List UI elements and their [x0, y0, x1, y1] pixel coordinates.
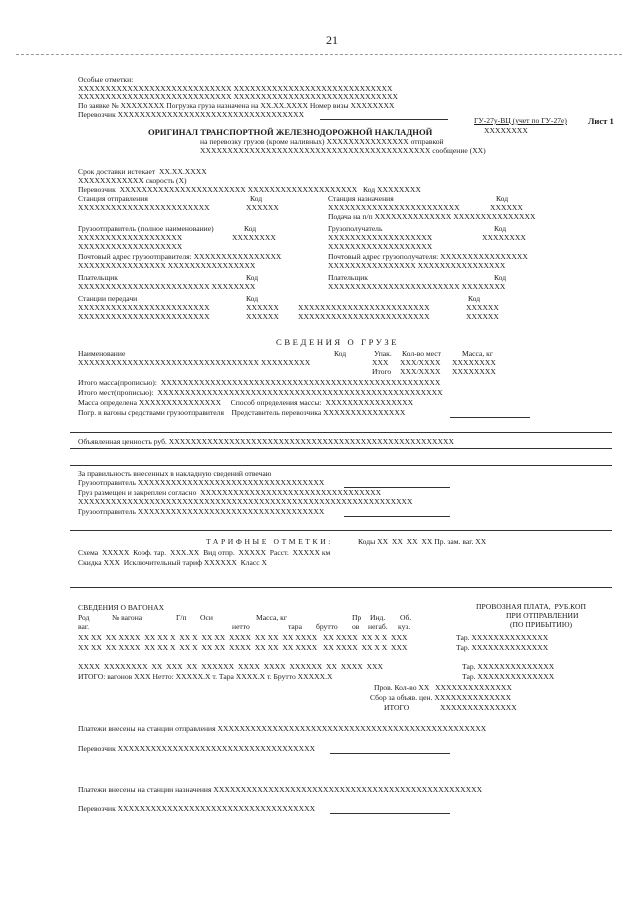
feed-point: Подача на п/п XXXXXXXXXXXXXX XXXXXXXXXXXXXXX	[328, 212, 536, 221]
waybill-title: ОРИГИНАЛ ТРАНСПОРТНОЙ ЖЕЛЕЗНОДОРОЖНОЙ НАКЛАДНОЙ	[148, 127, 433, 137]
carrier-line: Перевозчик XXXXXXXXXXXXXXXXXXXXXXXXXXXXXXXXXX	[78, 110, 305, 119]
cargo-count: XXX/XXXX	[400, 358, 441, 367]
sheet-number: Лист 1	[588, 116, 614, 126]
wagon-row-2: XX XX XX XXXX XX XX X XX X XX XX XXXX XX XX XX XXXX XX XXXX XX X X XXX	[78, 643, 408, 652]
cargo-section-title: СВЕДЕНИЯ О ГРУЗЕ	[276, 337, 400, 347]
payer-code-label: Код	[246, 273, 259, 282]
tariff-title: ТАРИФНЫЕ ОТМЕТКИ:	[206, 537, 334, 546]
responsibility-line-4: XXXXXXXXXXXXXXXXXXXXXXXXXXXXXXXXXXXXXXXXXXXXXXXXXXXXXXXXXXXXX	[78, 497, 413, 506]
declared-value: Объявленная ценность руб. XXXXXXXXXXXXXXXXXXXXXXXXXXXXXXXXXXXXXXXXXXXXXXXXXXXX	[78, 437, 454, 446]
payer-label: Плательщик	[78, 273, 118, 282]
consignee-label: Грузополучатель	[328, 224, 383, 233]
loaded-by: Погр. в вагоны средствами грузоотправителя Представитель перевозчика XXXXXXXXXXXXXXX	[78, 408, 406, 417]
col-wagon-number: № вагона	[112, 613, 143, 622]
consignee-name-1: XXXXXXXXXXXXXXXXXXX	[328, 233, 433, 242]
col-capacity: Г/п	[176, 613, 187, 622]
col-mass: Масса, кг	[256, 613, 287, 622]
consignee-address-2: XXXXXXXXXXXXXXXX XXXXXXXXXXXXXXXX	[328, 261, 506, 270]
col-pr: Пр	[352, 613, 362, 622]
handover-code-label: Код	[246, 294, 259, 303]
col-pr-2: ов	[352, 622, 360, 631]
destination-payments: Платежи внесены на станции назначения XXXXXXXXXXXXXXXXXXXXXXXXXXXXXXXXXXXXXXXXXXXXXXXXX	[78, 785, 483, 794]
col-kind: Род	[78, 613, 90, 622]
payer-value: XXXXXXXXXXXXXXXXXXXXXXXX XXXXXXXX	[78, 282, 256, 291]
col-net: нетто	[232, 622, 250, 631]
departure-carrier-signature-line	[330, 753, 450, 754]
form-code: ГУ-27у-ВЦ (учет по ГУ-27е)	[474, 116, 567, 125]
cargo-code-label: Код	[334, 349, 347, 358]
shipper-code-label: Код	[244, 224, 257, 233]
cargo-mass-label: Масса, кг	[462, 349, 493, 358]
special-marks-label: Особые отметки:	[78, 75, 134, 84]
shipper-signature-line-2	[344, 516, 450, 517]
delivery-deadline: Срок доставки истекает XX.XX.XXXX	[78, 167, 207, 176]
departure-station-label: Станция отправления	[78, 194, 148, 203]
wagons-title: СВЕДЕНИЯ О ВАГОНАХ	[78, 603, 165, 612]
handover-station-3: XXXXXXXXXXXXXXXXXXXXXXXX	[298, 303, 430, 312]
representative-signature-line	[450, 417, 530, 418]
col-kind-2: ваг.	[78, 622, 90, 631]
handover-label: Станции передачи	[78, 294, 138, 303]
departure-station: XXXXXXXXXXXXXXXXXXXXXXXX	[78, 203, 210, 212]
fee-title: ПРОВОЗНАЯ ПЛАТА, РУБ.КОП	[476, 602, 586, 611]
scan-top-edge	[16, 54, 622, 55]
cargo-pack: XXX	[372, 358, 389, 367]
shipper-name-1: XXXXXXXXXXXXXXXXXXX	[78, 233, 183, 242]
cargo-total-mass: XXXXXXXX	[452, 367, 496, 376]
handover-code-2: XXXXXX	[246, 312, 279, 321]
wagon-row-3: XXXX XXXXXXXX XX XXX XX XXXXXX XXXX XXXX XXXXXX XX XXXX XXX	[78, 662, 383, 671]
handover-station-2: XXXXXXXXXXXXXXXXXXXXXXXX	[78, 312, 210, 321]
col-body-2: куз.	[398, 622, 411, 631]
responsibility-line-5: Грузоотправитель XXXXXXXXXXXXXXXXXXXXXXXXXXXXXXXXXX	[78, 507, 325, 516]
wagons-total: ИТОГО: вагонов XXX Нетто: XXXXX.X т. Тара XXXX.X т. Брутто XXXXX.X	[78, 672, 333, 681]
other-fees: Пров. Кол-во XX XXXXXXXXXXXXXX	[374, 683, 512, 692]
grand-total-value: XXXXXXXXXXXXXX	[440, 703, 517, 712]
special-marks-line2: XXXXXXXXXXXXXXXXXXXXXXXXXXXX XXXXXXXXXXXXXXXXXXXXXXXXXXXXXX	[78, 92, 398, 101]
destination-carrier-signature-line	[330, 813, 450, 814]
wagon-row-1: XX XX XX XXXX XX XX X XX X XX XX XXXX XX XX XX XXXX XX XXXX XX X X XXX	[78, 633, 408, 642]
grand-total-label: ИТОГО	[384, 703, 410, 712]
cargo-total-count: XXX/XXXX	[400, 367, 441, 376]
shipper-address-2: XXXXXXXXXXXXXXXX XXXXXXXXXXXXXXXX	[78, 261, 256, 270]
departure-code: XXXXXX	[246, 203, 279, 212]
departure-carrier: Перевозчик XXXXXXXXXXXXXXXXXXXXXXXXXXXXXXXXXXXX	[78, 744, 316, 753]
departure-code-label: Код	[250, 194, 263, 203]
total-places-words: Итого мест(прописью): XXXXXXXXXXXXXXXXXXXXXXXXXXXXXXXXXXXXXXXXXXXXXXXXXXXX	[78, 388, 443, 397]
col-gross: брутто	[316, 622, 338, 631]
handover-station-1: XXXXXXXXXXXXXXXXXXXXXXXX	[78, 303, 210, 312]
departure-payments: Платежи внесены на станции отправления XXXXXXXXXXXXXXXXXXXXXXXXXXXXXXXXXXXXXXXXXXXXXXXXX	[78, 724, 487, 733]
cargo-total-label: Итого	[372, 367, 392, 376]
responsibility-line-1: За правильность внесенных в накладную сведений отвечаю	[78, 469, 272, 478]
wagon-fee-4: Тар. XXXXXXXXXXXXXX	[462, 672, 555, 681]
destination-carrier: Перевозчик XXXXXXXXXXXXXXXXXXXXXXXXXXXXXXXXXXXX	[78, 804, 316, 813]
speed: XXXXXXXXXXXX скорость (X)	[78, 176, 187, 185]
divider	[70, 465, 612, 466]
carrier: Перевозчик XXXXXXXXXXXXXXXXXXXXXXX XXXXXXXXXXXXXXXXXXXX Код XXXXXXXX	[78, 185, 421, 194]
consignee-code-label: Код	[494, 224, 507, 233]
cargo-name: XXXXXXXXXXXXXXXXXXXXXXXXXXXXXXXXX XXXXXXXXX	[78, 358, 311, 367]
destination-station: XXXXXXXXXXXXXXXXXXXXXXXX	[328, 203, 460, 212]
divider	[70, 530, 612, 531]
page-number: 21	[326, 33, 338, 47]
shipper-name-2: XXXXXXXXXXXXXXXXXXX	[78, 242, 183, 251]
divider	[70, 587, 612, 588]
tariff-scheme: Схема XXXXX Коэф. тар. XXX.XX Вид отпр. XXXXX Расст. XXXXX км	[78, 548, 331, 557]
payer2-code-label: Код	[494, 273, 507, 282]
col-index: Инд.	[370, 613, 386, 622]
destination-code: XXXXXX	[490, 203, 523, 212]
destination-station-label: Станция назначения	[328, 194, 394, 203]
consignee-address: Почтовый адрес грузополучателя: XXXXXXXXXXXXXXXX	[328, 252, 528, 261]
consignee-name-2: XXXXXXXXXXXXXXXXXXX	[328, 242, 433, 251]
handover-station-4: XXXXXXXXXXXXXXXXXXXXXXXX	[298, 312, 430, 321]
responsibility-line-2: Грузоотправитель XXXXXXXXXXXXXXXXXXXXXXXXXXXXXXXXXX	[78, 478, 325, 487]
wagon-fee-3: Тар. XXXXXXXXXXXXXX	[462, 662, 555, 671]
payer2-label: Плательщик	[328, 273, 368, 282]
fee-arrival: (ПО ПРИБЫТИЮ)	[510, 620, 573, 629]
col-axles: Оси	[200, 613, 213, 622]
waybill-number: XXXXXXXX	[484, 126, 528, 135]
col-index-2: негаб.	[368, 622, 388, 631]
waybill-subtitle-1: на перевозку грузов (кроме наливных) XXXXXXXXXXXXXXX отправкой	[200, 137, 444, 146]
handover-code-3: XXXXXX	[466, 303, 499, 312]
waybill-subtitle-2: XXXXXXXXXXXXXXXXXXXXXXXXXXXXXXXXXXXXXXXXXX сообщение (XX)	[200, 146, 486, 155]
handover-code-1: XXXXXX	[246, 303, 279, 312]
cargo-mass: XXXXXXXX	[452, 358, 496, 367]
handover-code-label-2: Код	[468, 294, 481, 303]
tariff-codes: Коды XX XX XX XX Пр. зам. ваг. XX	[358, 537, 487, 546]
wagon-fee-2: Тар. XXXXXXXXXXXXXX	[456, 643, 549, 652]
handover-code-4: XXXXXX	[466, 312, 499, 321]
mass-method: Масса определена XXXXXXXXXXXXXXX Способ определения массы: XXXXXXXXXXXXXXXX	[78, 398, 414, 407]
shipper-address: Почтовый адрес грузоотправителя: XXXXXXXXXXXXXXXX	[78, 252, 282, 261]
divider	[70, 432, 612, 433]
shipper-code: XXXXXXXX	[232, 233, 276, 242]
cargo-count-label: Кол-во мест	[402, 349, 441, 358]
signature-line	[320, 119, 448, 120]
wagon-fee-1: Тар. XXXXXXXXXXXXXX	[456, 633, 549, 642]
special-marks-line1: XXXXXXXXXXXXXXXXXXXXXXXXXXXX XXXXXXXXXXXXXXXXXXXXXXXXXXXXX	[78, 84, 393, 93]
payer2-value: XXXXXXXXXXXXXXXXXXXXXXXX XXXXXXXX	[328, 282, 506, 291]
destination-code-label: Код	[496, 194, 509, 203]
total-mass-words: Итого масса(прописью): XXXXXXXXXXXXXXXXXXXXXXXXXXXXXXXXXXXXXXXXXXXXXXXXXXX	[78, 378, 441, 387]
consignee-code: XXXXXXXX	[482, 233, 526, 242]
cargo-pack-label: Упак.	[374, 349, 392, 358]
col-body: Об.	[400, 613, 412, 622]
tariff-discount: Скидка XXX Исключительный тариф XXXXXX Класс X	[78, 558, 267, 567]
cargo-name-label: Наименование	[78, 349, 126, 358]
declared-value-fee: Сбор за объяв. цен. XXXXXXXXXXXXXX	[370, 693, 512, 702]
col-tare: тара	[288, 622, 302, 631]
responsibility-line-3: Груз размещен и закреплен согласно XXXXXXXXXXXXXXXXXXXXXXXXXXXXXXXXX	[78, 488, 382, 497]
divider	[70, 448, 612, 449]
request-line: По заявке № XXXXXXXX Погрузка груза назначена на XX.XX.XXXX Номер визы XXXXXXXX	[78, 101, 395, 110]
fee-departure: ПРИ ОТПРАВЛЕНИИ	[506, 611, 579, 620]
shipper-label: Грузоотправитель (полное наименование)	[78, 224, 214, 233]
